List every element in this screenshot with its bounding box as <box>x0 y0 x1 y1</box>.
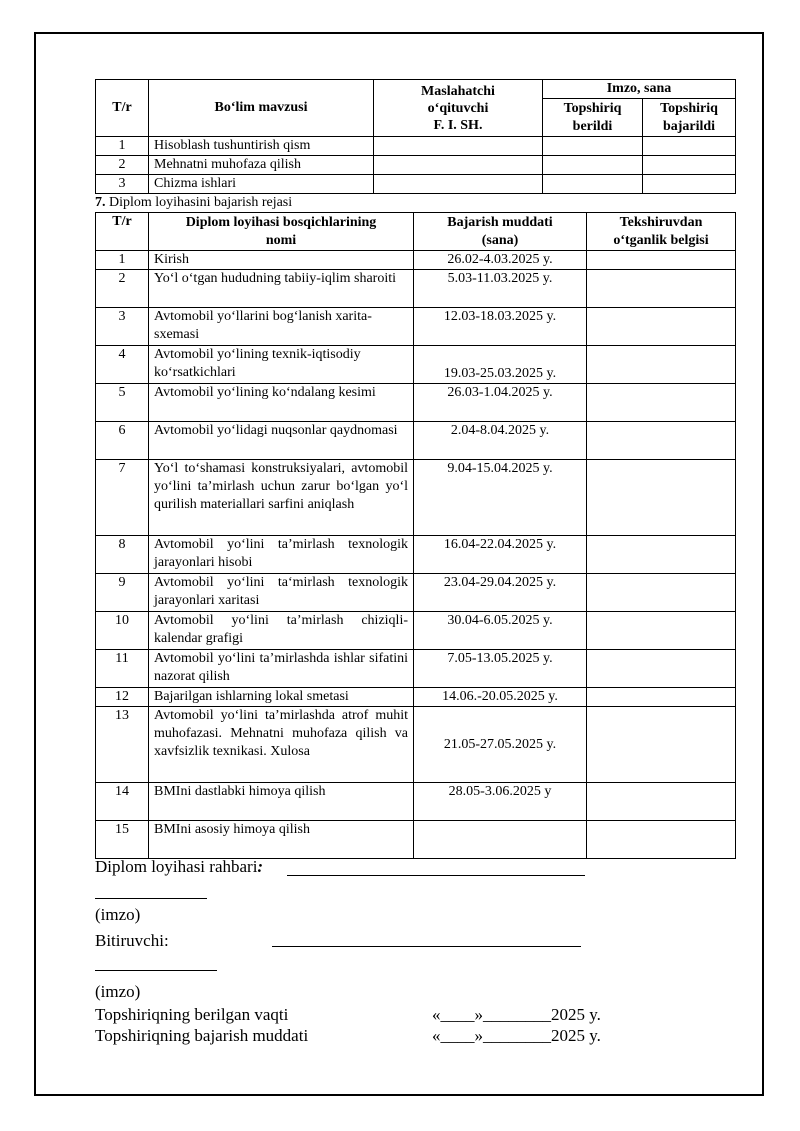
t2-header-muddat: Bajarish muddati (sana) <box>414 213 587 251</box>
bitiruvchi-short-line <box>95 970 217 971</box>
consultants-table <box>95 79 736 194</box>
t1-cell-empty <box>643 156 736 175</box>
t2-header-belgi: Tekshiruvdan o‘tganlik belgisi <box>587 213 736 251</box>
t1-row-mavzu: Hisoblash tushuntirish qism <box>149 137 374 156</box>
table-row <box>96 346 736 384</box>
t2-row-number: 6 <box>96 422 149 460</box>
table-row <box>96 422 736 460</box>
t2-row-number: 2 <box>96 270 149 308</box>
t1-header-maslahatchi: Maslahatchi o‘qituvchi F. I. SH. <box>374 80 543 137</box>
t2-row-muddat: 23.04-29.04.2025 y. <box>414 574 587 612</box>
t2-row-nomi: Avtomobil yo‘llarini bog‘lanish xarita-sxemasi <box>149 308 414 346</box>
t2-row-nomi: Avtomobil yo‘lini ta’mirlashda ishlar sifatini nazorat qilish <box>149 650 414 688</box>
imzo-label-1: (imzo) <box>95 905 141 924</box>
t2-row-nomi: Yo‘l o‘tgan hududning tabiiy-iqlim sharoiti <box>149 270 414 308</box>
t2-row-number: 1 <box>96 251 149 270</box>
bajarish-date: «____»________2025 y. <box>432 1026 601 1045</box>
t2-row-belgi <box>587 536 736 574</box>
t2-row-belgi <box>587 612 736 650</box>
imzo-label-2: (imzo) <box>95 982 141 1001</box>
t2-header-tr: T/r <box>96 213 149 251</box>
t2-row-belgi <box>587 270 736 308</box>
table-row <box>96 384 736 422</box>
t2-row-belgi <box>587 422 736 460</box>
t2-row-muddat: 5.03-11.03.2025 y. <box>414 270 587 308</box>
t2-row-belgi <box>587 346 736 384</box>
t2-row-number: 5 <box>96 384 149 422</box>
t2-row-number: 4 <box>96 346 149 384</box>
t1-header-berildi: Topshiriq berildi <box>543 99 643 137</box>
t2-row-number: 11 <box>96 650 149 688</box>
t2-row-belgi <box>587 821 736 859</box>
t1-row-number: 3 <box>96 175 149 194</box>
plan-table <box>95 212 736 859</box>
t1-header-imzo: Imzo, sana <box>543 80 736 99</box>
t2-row-number: 12 <box>96 688 149 707</box>
t2-row-number: 14 <box>96 783 149 821</box>
rahbar-signature-line <box>287 875 585 876</box>
t2-row-belgi <box>587 460 736 536</box>
t2-row-nomi: Yo‘l to‘shamasi konstruksiyalari, avtomobil yo‘lini ta’mirlash uchun zarur bo‘lgan yo‘l qurilish materiallari sarfini aniqlash <box>149 460 414 536</box>
t2-row-nomi: Avtomobil yo‘lini ta’mirlash texnologik jarayonlari hisobi <box>149 536 414 574</box>
table-row <box>96 821 736 859</box>
t2-row-muddat: 26.03-1.04.2025 y. <box>414 384 587 422</box>
table-row <box>96 460 736 536</box>
t2-row-nomi: Avtomobil yo‘lini ta’mirlash chiziqli-kalendar grafigi <box>149 612 414 650</box>
table-row <box>96 156 736 175</box>
t2-row-muddat: 30.04-6.05.2025 y. <box>414 612 587 650</box>
t1-row-mavzu: Chizma ishlari <box>149 175 374 194</box>
t2-row-nomi: Avtomobil yo‘lini ta’mirlashda atrof muhit muhofazasi. Mehnatni muhofaza qilish va xavfsizlik texnikasi. Xulosa <box>149 707 414 783</box>
bitiruvchi-label: Bitiruvchi: <box>95 931 169 950</box>
table-row <box>96 308 736 346</box>
t2-row-belgi <box>587 251 736 270</box>
t2-row-belgi <box>587 384 736 422</box>
section-number: 7. <box>95 195 106 210</box>
t2-row-muddat: 16.04-22.04.2025 y. <box>414 536 587 574</box>
t2-row-muddat: 19.03-25.03.2025 y. <box>414 346 587 384</box>
t2-row-belgi <box>587 707 736 783</box>
t1-cell-empty <box>643 137 736 156</box>
table-row <box>96 612 736 650</box>
t2-row-belgi <box>587 688 736 707</box>
t2-row-muddat: 9.04-15.04.2025 y. <box>414 460 587 536</box>
t2-row-belgi <box>587 650 736 688</box>
table-row <box>96 783 736 821</box>
t2-row-number: 8 <box>96 536 149 574</box>
t1-cell-empty <box>374 156 543 175</box>
table-row <box>96 251 736 270</box>
t2-row-nomi: BMIni asosiy himoya qilish <box>149 821 414 859</box>
berilgan-date: «____»________2025 y. <box>432 1005 601 1024</box>
t2-row-muddat: 7.05-13.05.2025 y. <box>414 650 587 688</box>
table-row <box>96 137 736 156</box>
table-row <box>96 650 736 688</box>
t1-row-number: 1 <box>96 137 149 156</box>
table-row <box>96 270 736 308</box>
t2-row-nomi: Avtomobil yo‘lidagi nuqsonlar qaydnomasi <box>149 422 414 460</box>
t1-cell-empty <box>543 175 643 194</box>
t1-header-tr: T/r <box>96 80 149 137</box>
t2-header-nomi: Diplom loyihasi bosqichlarining nomi <box>149 213 414 251</box>
t2-row-muddat: 12.03-18.03.2025 y. <box>414 308 587 346</box>
t2-row-belgi <box>587 574 736 612</box>
t2-row-number: 3 <box>96 308 149 346</box>
t2-row-muddat: 21.05-27.05.2025 y. <box>414 707 587 783</box>
t2-row-muddat <box>414 821 587 859</box>
t1-row-number: 2 <box>96 156 149 175</box>
table-row <box>96 175 736 194</box>
t2-row-nomi: BMIni dastlabki himoya qilish <box>149 783 414 821</box>
t2-row-number: 13 <box>96 707 149 783</box>
t2-row-muddat: 2.04-8.04.2025 y. <box>414 422 587 460</box>
t2-row-muddat: 14.06.-20.05.2025 y. <box>414 688 587 707</box>
t1-cell-empty <box>374 137 543 156</box>
table-row <box>96 574 736 612</box>
t2-row-nomi: Avtomobil yo‘lining texnik-iqtisodiy ko‘rsatkichlari <box>149 346 414 384</box>
table-row <box>96 707 736 783</box>
section-title: Diplom loyihasini bajarish rejasi <box>109 195 293 210</box>
rahbar-label: Diplom loyihasi rahbari <box>95 857 258 876</box>
t2-row-nomi: Kirish <box>149 251 414 270</box>
t2-row-number: 9 <box>96 574 149 612</box>
t1-header-bajarildi: Topshiriq bajarildi <box>643 99 736 137</box>
rahbar-short-line <box>95 898 207 899</box>
t2-row-number: 10 <box>96 612 149 650</box>
bajarish-label: Topshiriqning bajarish muddati <box>95 1026 309 1045</box>
table-row <box>96 536 736 574</box>
t1-cell-empty <box>374 175 543 194</box>
t1-row-mavzu: Mehnatni muhofaza qilish <box>149 156 374 175</box>
t2-row-muddat: 26.02-4.03.2025 y. <box>414 251 587 270</box>
rahbar-line: Diplom loyihasi rahbari: <box>95 857 264 876</box>
t1-cell-empty <box>543 156 643 175</box>
berilgan-label: Topshiriqning berilgan vaqti <box>95 1005 289 1024</box>
bitiruvchi-signature-line <box>272 946 581 947</box>
t1-header-mavzu: Bo‘lim mavzusi <box>149 80 374 137</box>
t2-row-muddat: 28.05-3.06.2025 y <box>414 783 587 821</box>
t2-row-nomi: Avtomobil yo‘lini ta‘mirlash texnologik jarayonlari xaritasi <box>149 574 414 612</box>
t2-row-belgi <box>587 783 736 821</box>
section-heading <box>95 194 292 212</box>
t1-cell-empty <box>543 137 643 156</box>
t1-cell-empty <box>643 175 736 194</box>
table-row <box>96 688 736 707</box>
t2-row-nomi: Avtomobil yo‘lining ko‘ndalang kesimi <box>149 384 414 422</box>
t2-row-nomi: Bajarilgan ishlarning lokal smetasi <box>149 688 414 707</box>
t2-row-number: 7 <box>96 460 149 536</box>
t2-row-belgi <box>587 308 736 346</box>
t2-row-number: 15 <box>96 821 149 859</box>
